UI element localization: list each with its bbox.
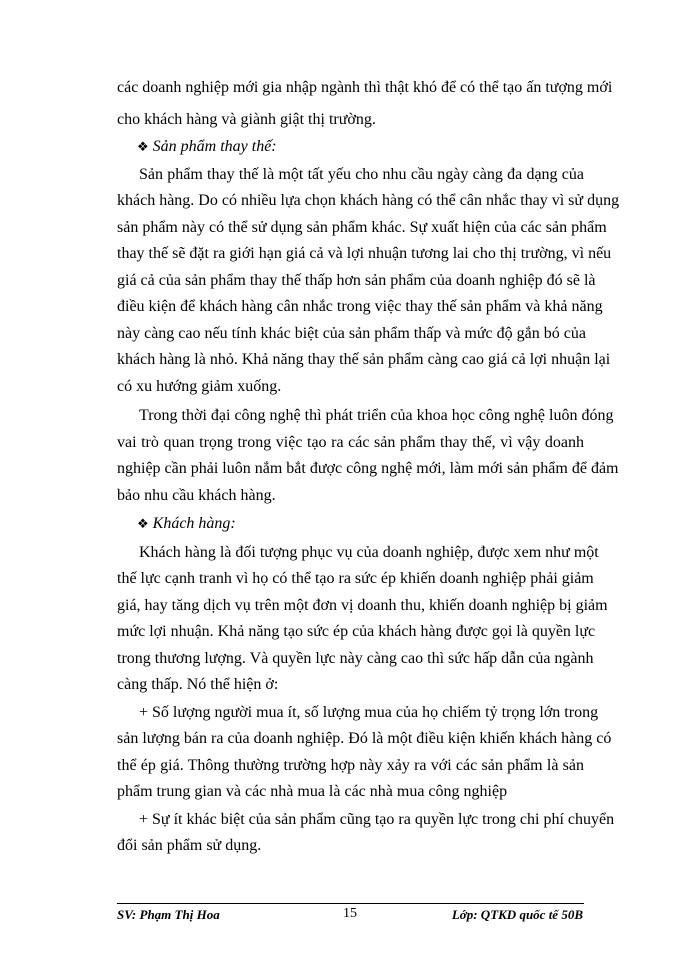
- paragraph-line: khách hàng. Do có nhiều lựa chọn khách hàng có thể cân nhắc thay vì sử dụng: [117, 192, 620, 209]
- paragraph-line: này càng cao nếu tính khác biệt của sản phẩm thấp và mức độ gắn bó của: [117, 325, 586, 342]
- paragraph-line: phẩm trung gian và các nhà mua là các nhà mua công nghiệp: [117, 783, 508, 800]
- section-heading-text: Khách hàng:: [152, 515, 236, 532]
- section-heading-text: Sản phẩm thay thế:: [152, 138, 277, 155]
- paragraph-line: có xu hướng giảm xuống.: [117, 378, 282, 395]
- paragraph-line: Trong thời đại công nghệ thì phát triển của khoa học công nghệ luôn đóng: [139, 407, 614, 424]
- paragraph-line: vai trò quan trọng trong việc tạo ra các sản phẩm thay thế, vì vậy doanh: [117, 434, 584, 451]
- paragraph-line: sản lượng bán ra của doanh nghiệp. Đó là một điều kiện khiến khách hàng có: [117, 730, 612, 747]
- paragraph-line: khách hàng là nhỏ. Khả năng thay thế sản phẩm càng cao giá cả lợi nhuận lại: [117, 351, 611, 368]
- paragraph-line: điều kiện để khách hàng cân nhắc trong việc thay thế sản phẩm và khả năng: [117, 298, 603, 315]
- footer-student-name: SV: Phạm Thị Hoa: [117, 907, 220, 922]
- paragraph-line: mức lợi nhuận. Khả năng tạo sức ép của khách hàng được gọi là quyền lực: [117, 623, 596, 640]
- diamond-bullet-icon: ❖: [137, 516, 149, 531]
- paragraph-line: cho khách hàng và giành giật thị trường.: [117, 111, 376, 128]
- paragraph-line: + Sự ít khác biệt của sản phẩm cũng tạo ra quyền lực trong chi phí chuyển: [139, 811, 615, 828]
- paragraph-line: sản phẩm này có thể sử dụng sản phẩm khác. Sự xuất hiện của các sản phẩm: [117, 219, 607, 236]
- section-heading: [137, 514, 604, 534]
- paragraph-line: các doanh nghiệp mới gia nhập ngành thì thật khó để có thể tạo ấn tượng mới: [117, 79, 613, 96]
- paragraph-line: Sản phẩm thay thế là một tất yếu cho nhu cầu ngày càng đa dạng của: [139, 166, 584, 183]
- paragraph-line: càng thấp. Nó thể hiện ở:: [117, 676, 279, 693]
- paragraph-line: + Số lượng người mua ít, số lượng mua của họ chiếm tỷ trọng lớn trong: [139, 704, 599, 721]
- paragraph-line: Khách hàng là đối tượng phục vụ của doanh nghiệp, được xem như một: [139, 544, 599, 561]
- paragraph-line: thể ép giá. Thông thường trường hợp này xảy ra với các sản phẩm là sản: [117, 757, 584, 774]
- footer-divider: [117, 903, 584, 904]
- paragraph-line: trong thương lượng. Và quyền lực này càng cao thì sức hấp dẫn của ngành: [117, 650, 594, 667]
- section-heading: [137, 137, 604, 157]
- paragraph-line: bảo nhu cầu khách hàng.: [117, 487, 276, 504]
- paragraph-line: đổi sản phẩm sử dụng.: [117, 837, 262, 854]
- paragraph-line: thay thế sẽ đặt ra giới hạn giá cả và lợi nhuận tương lai cho thị trường, vì nếu: [117, 245, 612, 262]
- paragraph-line: giá, hay tăng dịch vụ trên một đơn vị doanh thu, khiến doanh nghiệp bị giảm: [117, 597, 608, 614]
- footer-class-label: Lớp: QTKD quốc tế 50B: [451, 907, 583, 922]
- footer-page-number: 15: [343, 906, 357, 921]
- paragraph-line: thế lực cạnh tranh vì họ có thể tạo ra sức ép khiến doanh nghiệp phải giảm: [117, 570, 594, 587]
- paragraph-line: giá cả của sản phẩm thay thế thấp hơn sản phẩm của doanh nghiệp đó sẽ là: [117, 272, 596, 289]
- paragraph-line: nghiệp cần phải luôn nắm bắt được công nghệ mới, làm mới sản phẩm để đảm: [117, 460, 619, 477]
- diamond-bullet-icon: ❖: [137, 139, 149, 154]
